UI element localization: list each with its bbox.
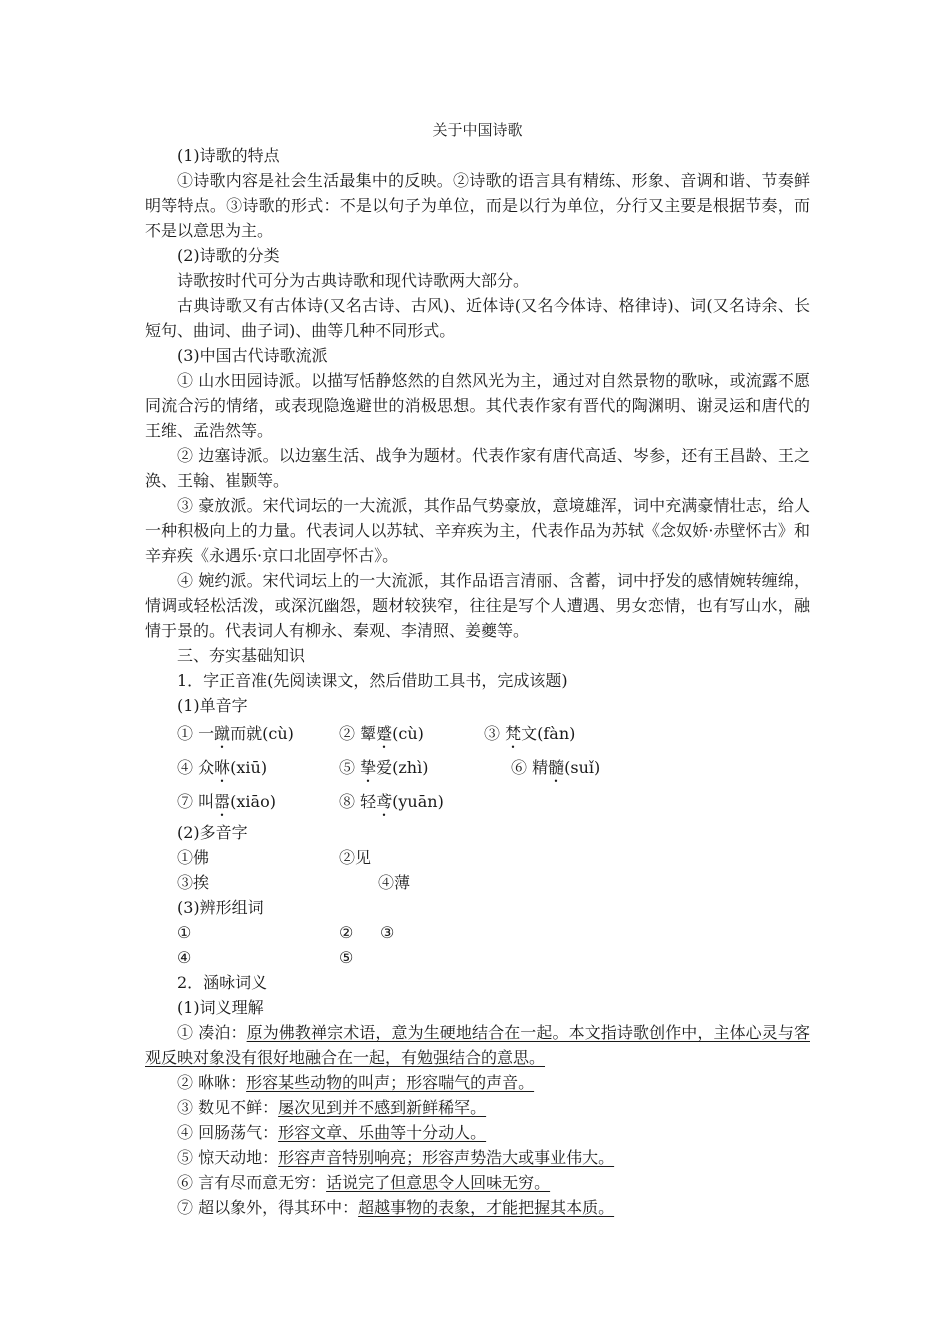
single-reading-item: ③ 梵文(fàn) bbox=[484, 724, 576, 743]
subheading-word-understanding: (1)词义理解 bbox=[177, 998, 264, 1017]
section-heading-schools: (3)中国古代诗歌流派 bbox=[177, 346, 328, 365]
definition-item bbox=[145, 1145, 810, 1170]
subheading-shape-words: (3)辨形组词 bbox=[177, 898, 264, 917]
definition-term: ④ 回肠荡气： bbox=[177, 1123, 279, 1142]
definition-term: ⑥ 言有尽而意无穷： bbox=[177, 1173, 327, 1192]
single-reading-item: ⑥ 精髓(suǐ) bbox=[511, 758, 601, 777]
subheading-polyphonic: (2)多音字 bbox=[177, 823, 248, 842]
definition-answer: 屡次见到并不感到新鲜稀罕。 bbox=[278, 1098, 487, 1117]
definition-answer: 形容文章、乐曲等十分动人。 bbox=[278, 1123, 487, 1142]
definition-term: ① 凑泊： bbox=[177, 1023, 247, 1042]
definition-item bbox=[145, 1120, 810, 1145]
section-heading-classification: (2)诗歌的分类 bbox=[177, 246, 280, 265]
definition-item bbox=[145, 1095, 810, 1120]
question-pronunciation: 1．字正音准(先阅读课文，然后借助工具书，完成该题) bbox=[177, 671, 568, 690]
definition-term: ② 咻咻： bbox=[177, 1073, 247, 1092]
shape-word-mark: ⑤ bbox=[339, 948, 354, 967]
polyphonic-item: ②见 bbox=[339, 848, 372, 867]
definition-answer: 超越事物的表象，才能把握其本质。 bbox=[358, 1198, 615, 1217]
single-reading-item: ⑤ 挚爱(zhì) bbox=[339, 758, 429, 777]
subheading-single-reading: (1)单音字 bbox=[177, 696, 248, 715]
definition-answer: 形容声音特别响亮；形容声势浩大或事业伟大。 bbox=[278, 1148, 615, 1167]
single-reading-item: ⑧ 轻鸢(yuān) bbox=[339, 792, 444, 811]
classification-paragraph-2: 古典诗歌又有古体诗(又名古诗、古风)、近体诗(又名今体诗、格律诗)、词(又名诗余、长短句、曲词、曲子词)、曲等几种不同形式。 bbox=[145, 296, 810, 340]
definition-item bbox=[145, 1020, 810, 1070]
shape-word-mark: ② bbox=[339, 923, 354, 942]
section-heading-features: (1)诗歌的特点 bbox=[177, 146, 280, 165]
shape-word-mark: ① bbox=[177, 923, 192, 942]
question-word-meaning: 2．涵咏词义 bbox=[177, 973, 268, 992]
school-landscape-pastoral: ① 山水田园诗派。以描写恬静悠然的自然风光为主，通过对自然景物的歌咏，或流露不愿同流合污的情绪，或表现隐逸避世的消极思想。其代表作家有晋代的陶渊明、谢灵运和唐代的王维、孟浩然等。 bbox=[145, 371, 810, 440]
definition-item bbox=[145, 1070, 810, 1095]
classification-paragraph-1: 诗歌按时代可分为古典诗歌和现代诗歌两大部分。 bbox=[177, 271, 530, 290]
single-reading-item: ① 一蹴而就(cù) bbox=[177, 724, 294, 743]
polyphonic-item: ①佛 bbox=[177, 848, 210, 867]
single-reading-item: ⑦ 叫嚣(xiāo) bbox=[177, 792, 276, 811]
features-paragraph: ①诗歌内容是社会生活最集中的反映。②诗歌的语言具有精练、形象、音调和谐、节奏鲜明等特点。③诗歌的形式：不是以句子为单位，而是以行为单位，分行又主要是根据节奏，而不是以意思为主。 bbox=[145, 171, 810, 240]
shape-word-mark: ④ bbox=[177, 948, 192, 967]
definition-term: ⑤ 惊天动地： bbox=[177, 1148, 279, 1167]
polyphonic-row-1 bbox=[145, 845, 810, 870]
school-graceful-restrained: ④ 婉约派。宋代词坛上的一大流派，其作品语言清丽、含蓄，词中抒发的感情婉转缠绵，情调或轻松活泼，或深沉幽怨，题材较狭窄，往往是写个人遭遇、男女恋情，也有写山水，融情于景的。代表词人有柳永、秦观、李清照、姜夔等。 bbox=[145, 571, 810, 640]
polyphonic-item: ④薄 bbox=[378, 873, 411, 892]
school-bold-unrestrained: ③ 豪放派。宋代词坛的一大流派，其作品气势豪放，意境雄浑，词中充满豪情壮志，给人一种积极向上的力量。代表词人以苏轼、辛弃疾为主，代表作品为苏轼《念奴娇·赤壁怀古》和辛弃疾《永遇乐·京口北固亭怀古》。 bbox=[145, 496, 810, 565]
shape-words-row-1 bbox=[145, 920, 810, 945]
shape-words-row-2 bbox=[145, 945, 810, 970]
definition-answer: 形容某些动物的叫声；形容喘气的声音。 bbox=[246, 1073, 535, 1092]
single-reading-row-2 bbox=[145, 752, 810, 786]
school-frontier: ② 边塞诗派。以边塞生活、战争为题材。代表作家有唐代高适、岑参，还有王昌龄、王之涣、王翰、崔颢等。 bbox=[145, 446, 810, 490]
single-reading-item: ④ 众咻(xiū) bbox=[177, 758, 268, 777]
document-title: 关于中国诗歌 bbox=[432, 121, 523, 139]
definition-item bbox=[145, 1195, 810, 1220]
shape-word-mark: ③ bbox=[380, 923, 395, 942]
definition-answer: 原为佛教禅宗术语，意为生硬地结合在一起。本文指诗歌创作中，主体心灵与客观反映对象没有很好地融合在一起，有勉强结合的意思。 bbox=[145, 1023, 810, 1067]
polyphonic-item: ③挨 bbox=[177, 873, 210, 892]
definition-answer: 话说完了但意思令人回味无穷。 bbox=[326, 1173, 551, 1192]
single-reading-row-1 bbox=[145, 718, 810, 752]
part-heading-basics: 三、夯实基础知识 bbox=[177, 646, 306, 665]
definition-item bbox=[145, 1170, 810, 1195]
single-reading-row-3 bbox=[145, 786, 810, 820]
polyphonic-row-2 bbox=[145, 870, 810, 895]
document-page bbox=[145, 118, 810, 1220]
definition-term: ③ 数见不鲜： bbox=[177, 1098, 279, 1117]
definition-term: ⑦ 超以象外，得其环中： bbox=[177, 1198, 359, 1217]
single-reading-item: ② 颦蹙(cù) bbox=[339, 724, 424, 743]
